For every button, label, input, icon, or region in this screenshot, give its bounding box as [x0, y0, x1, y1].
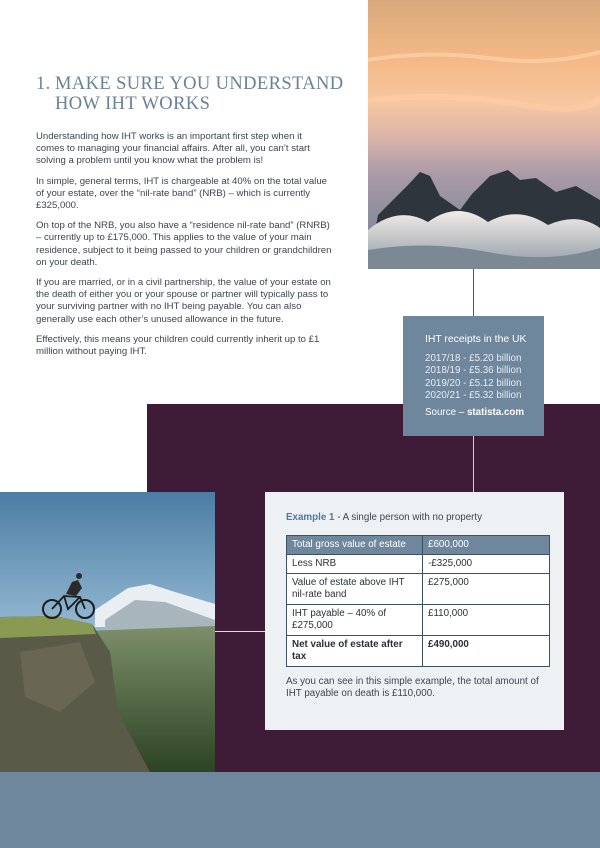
example-note: As you can see in this simple example, the total amount of IHT payable on death is £110,000.: [286, 676, 539, 700]
table-row: [287, 555, 550, 574]
example-card: [265, 492, 564, 730]
connector-line: [473, 436, 474, 492]
heading-line-2: HOW IHT WORKS: [55, 94, 211, 114]
table-cell-value: £490,000: [423, 636, 550, 667]
connector-line: [215, 631, 265, 632]
table-cell-label: Total gross value of estate: [287, 536, 423, 555]
paragraph-rnrb: On top of the NRB, you also have a “residence nil-rate band” (RNRB) – currently up to £175,000. This applies to the value of your main residence, subject to it being passed to your children or grandchildren on your death.: [36, 220, 332, 268]
source-name: statista.com: [466, 406, 525, 418]
example-label: Example 1: [286, 512, 335, 523]
table-row: [287, 574, 550, 605]
example-title: [286, 512, 482, 523]
table-cell-label: IHT payable – 40% of £275,000: [287, 605, 423, 636]
cyclist-cliff-photo: [0, 492, 215, 772]
iht-receipts-row: 2019/20 - £5.12 billion: [425, 377, 522, 389]
paragraph-effectively: Effectively, this means your children could currently inherit up to £1 million without paying IHT.: [36, 333, 320, 358]
paragraph-nrb: In simple, general terms, IHT is chargeable at 40% on the total value of your estate, over the “nil-rate band” (NRB) – which is currently £325,000.: [36, 175, 327, 212]
table-cell-value: £110,000: [423, 605, 550, 636]
iht-receipts-row: 2018/19 - £5.36 billion: [425, 365, 522, 377]
table-cell-label: Value of estate above IHT nil-rate band: [287, 574, 423, 605]
table-row: [287, 605, 550, 636]
iht-receipts-source: [425, 407, 544, 418]
paragraph-intro: Understanding how IHT works is an important first step when it comes to managing your financial affairs. After all, you can’t start solving a problem until you know what the problem is!: [36, 131, 310, 167]
iht-receipts-row: 2020/21 - £5.32 billion: [425, 390, 522, 402]
iht-receipts-row: 2017/18 - £5.20 billion: [425, 353, 522, 364]
connector-line: [473, 269, 474, 316]
table-cell-value: -£325,000: [423, 555, 550, 574]
example-table: [286, 535, 550, 667]
example-subtitle: - A single person with no property: [334, 512, 483, 523]
mountain-sunset-photo: [368, 0, 600, 269]
table-cell-label: Less NRB: [287, 555, 423, 574]
iht-receipts-title: IHT receipts in the UK: [425, 334, 527, 345]
iht-receipts-box: [403, 316, 544, 436]
source-prefix: Source –: [425, 406, 467, 418]
table-row: [287, 536, 550, 555]
table-row: [287, 636, 550, 667]
table-cell-value: £275,000: [423, 574, 550, 605]
section-heading: [36, 74, 346, 114]
heading-line-1: MAKE SURE YOU UNDERSTAND: [55, 74, 344, 94]
table-cell-value: £600,000: [423, 536, 550, 555]
table-cell-label: Net value of estate after tax: [287, 636, 423, 667]
footer-band: [0, 772, 600, 848]
paragraph-married: If you are married, or in a civil partnership, the value of your estate on the death of either you or your spouse or partner will typically pass to your surviving partner with no IHT being payable. You can also generally use each other’s unused allowance in the future.: [36, 277, 331, 325]
body-text: [36, 131, 332, 366]
section-number: 1.: [36, 74, 51, 94]
